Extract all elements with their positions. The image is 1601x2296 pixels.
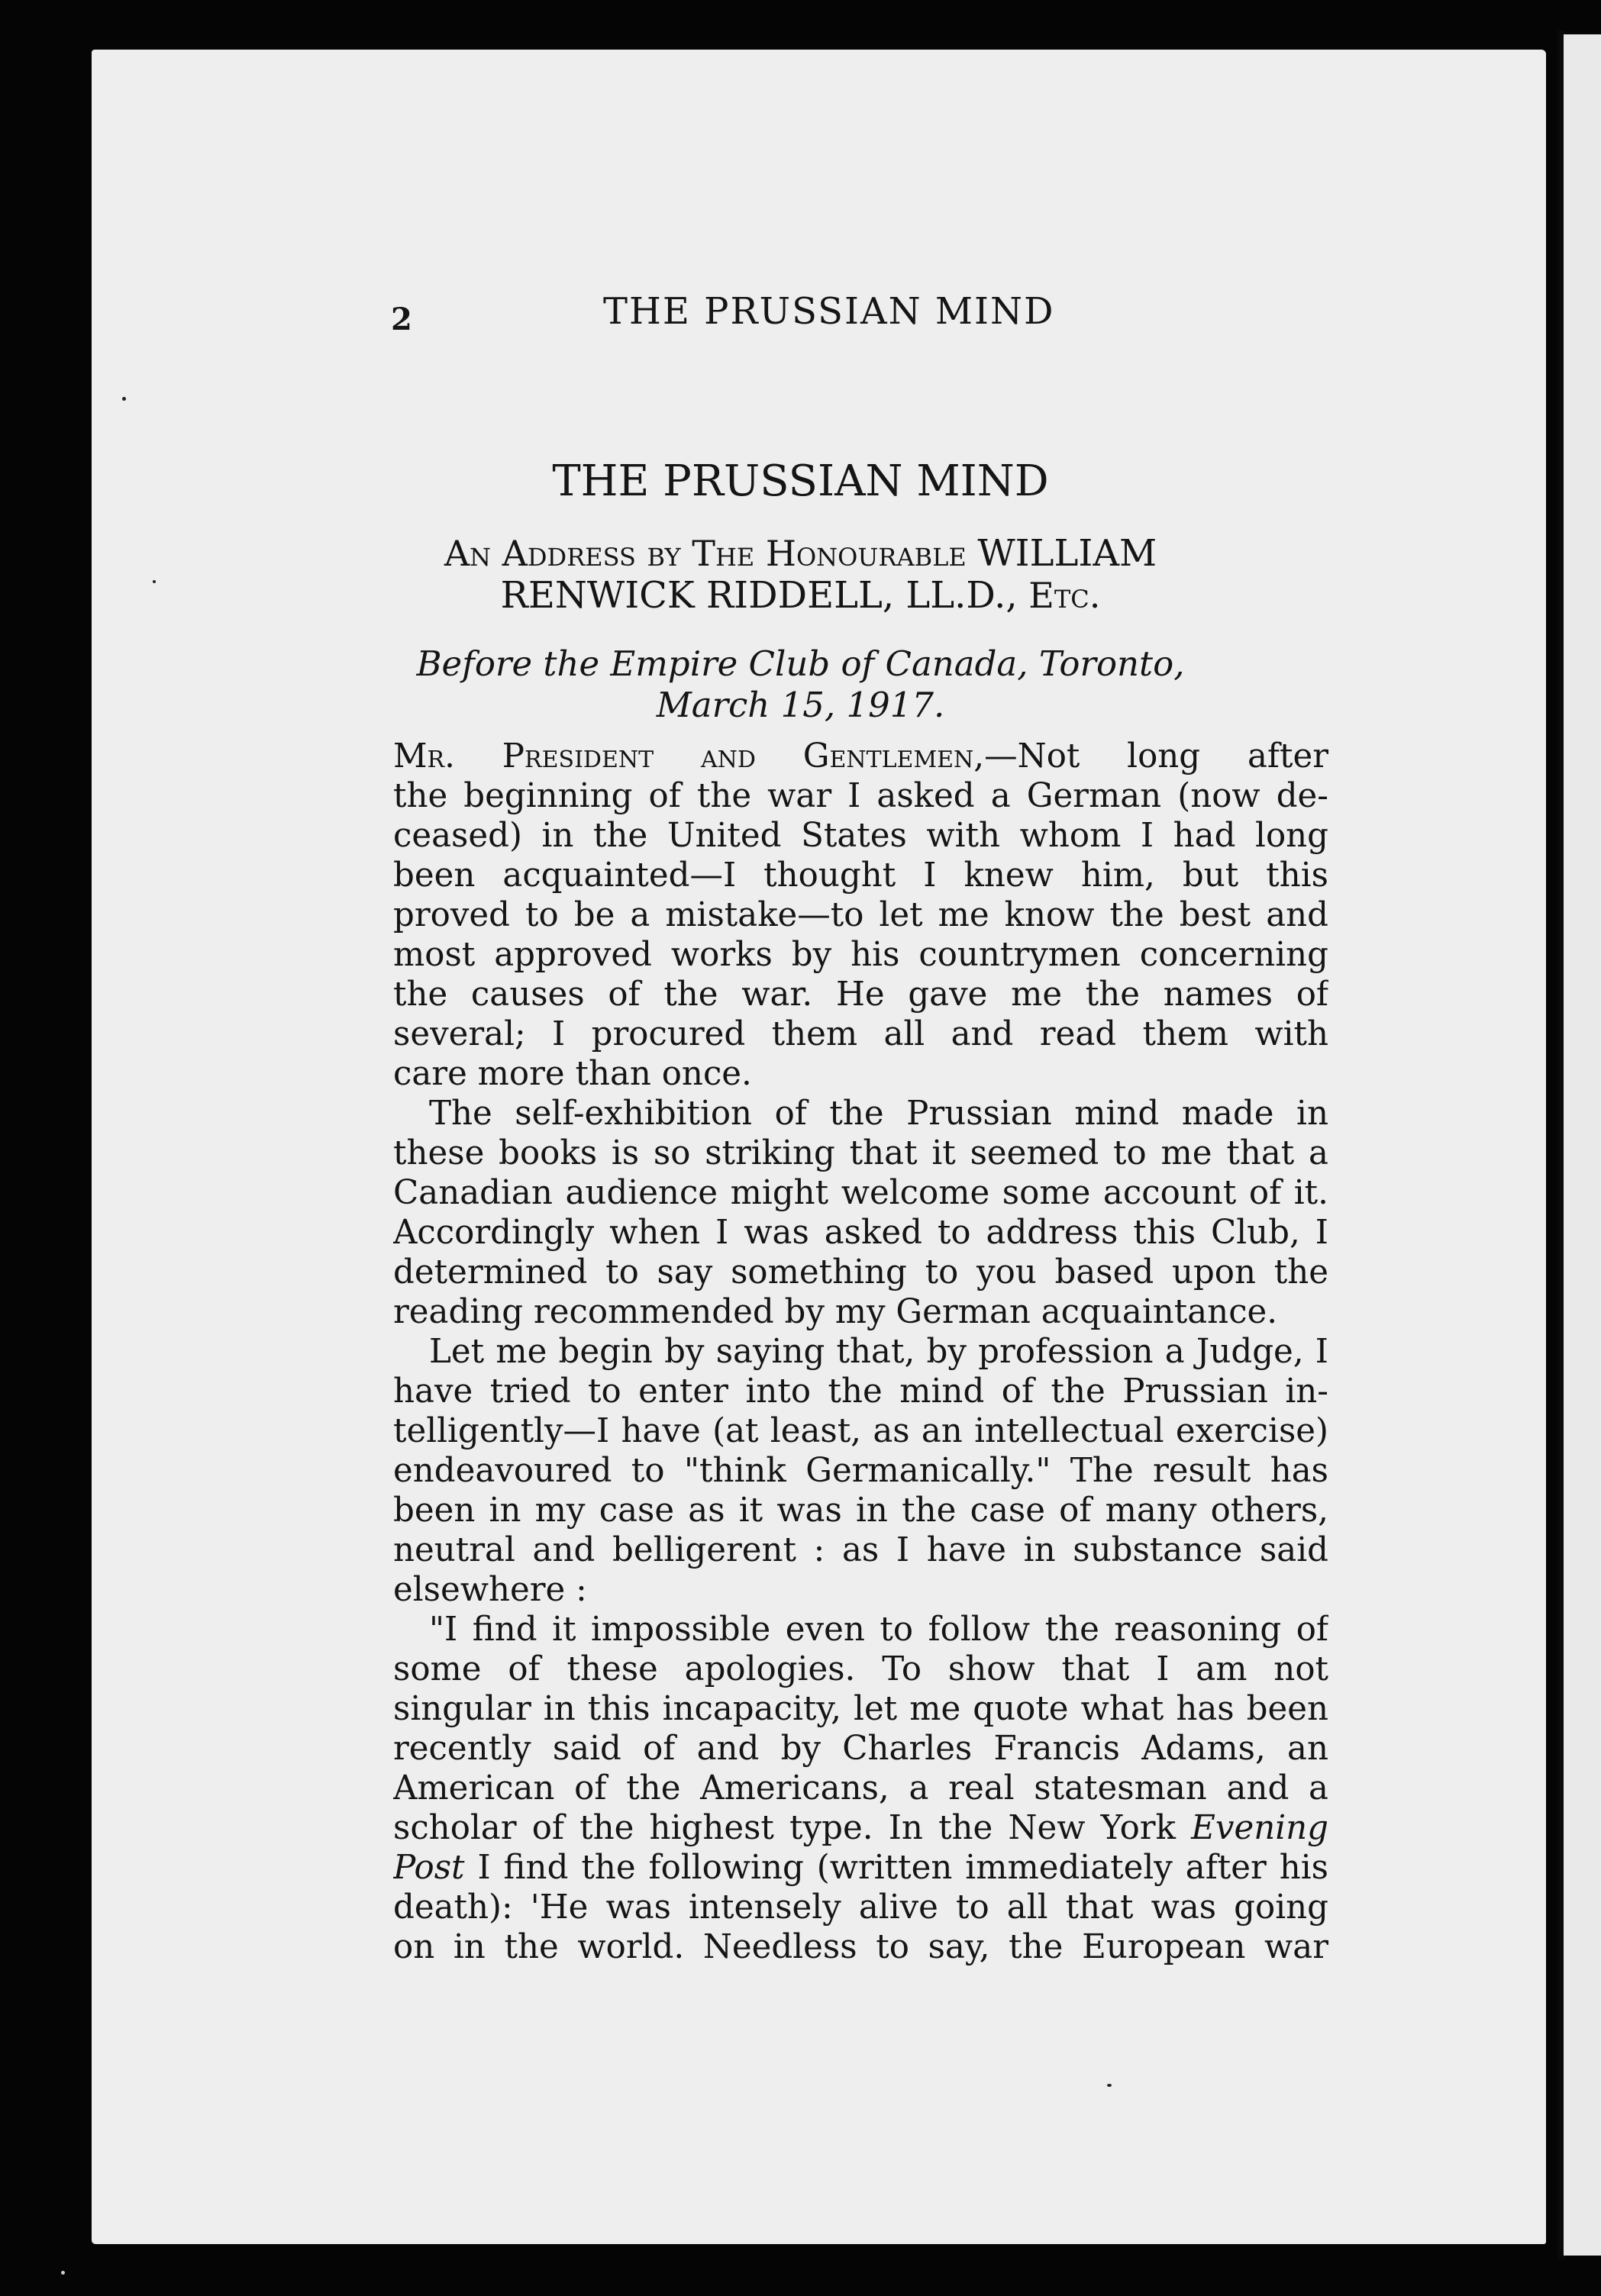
article-title: THE PRUSSIAN MIND bbox=[552, 456, 1049, 506]
body-line bbox=[393, 1808, 1328, 1848]
body-line bbox=[393, 1848, 1328, 1888]
body-line: been in my case as it was in the case of many others, bbox=[393, 1491, 1328, 1530]
body-line: care more than once. bbox=[393, 1055, 752, 1093]
salutation: Mr. President and Gentlemen, bbox=[393, 737, 985, 776]
byline-line-1 bbox=[0, 532, 1601, 575]
body-line: been acquainted—I thought I knew him, but this bbox=[393, 856, 1328, 895]
body-line-text: —Not long after bbox=[984, 737, 1328, 776]
italic-post: Post bbox=[393, 1849, 465, 1887]
body-line bbox=[393, 737, 1328, 776]
body-line: "I find it impossible even to follow the reasoning of bbox=[429, 1611, 1328, 1649]
running-head: THE PRUSSIAN MIND bbox=[603, 290, 1055, 333]
body-line: Accordingly when I was asked to address this Club, I bbox=[393, 1214, 1328, 1252]
body-line: American of the Americans, a real statesman and a bbox=[393, 1769, 1328, 1807]
body-line-text: I find the following (written immediately after his bbox=[477, 1849, 1328, 1887]
dust-speck bbox=[122, 397, 126, 401]
body-line: these books is so striking that it seemed to me that a bbox=[393, 1134, 1328, 1172]
body-line: endeavoured to "think Germanically." The result has bbox=[393, 1452, 1328, 1490]
body-line: the causes of the war. He gave me the names of bbox=[393, 975, 1328, 1014]
body-line: death): 'He was intensely alive to all that was going bbox=[393, 1888, 1328, 1927]
body-line: most approved works by his countrymen concerning bbox=[393, 936, 1328, 974]
body-line: singular in this incapacity, let me quote what has been bbox=[393, 1690, 1328, 1728]
dust-speck bbox=[1107, 2084, 1112, 2087]
byline-line-2 bbox=[0, 574, 1601, 617]
byline-name-rest: RENWICK RIDDELL, LL.D., bbox=[500, 574, 1018, 617]
italic-evening: Evening bbox=[1191, 1809, 1328, 1847]
body-line: The self-exhibition of the Prussian mind made in bbox=[429, 1095, 1328, 1133]
body-line: several; I procured them all and read them with bbox=[393, 1015, 1328, 1053]
adjacent-page-edge bbox=[1564, 34, 1601, 2256]
byline-prefix: An Address by The Honourable bbox=[444, 533, 967, 574]
body-line: neutral and belligerent : as I have in substance said bbox=[393, 1531, 1328, 1569]
body-line: on in the world. Needless to say, the European war bbox=[393, 1928, 1328, 1966]
body-line: proved to be a mistake—to let me know the best and bbox=[393, 896, 1328, 934]
occasion-line-2: March 15, 1917. bbox=[656, 685, 945, 725]
body-line: Canadian audience might welcome some account of it. bbox=[393, 1174, 1328, 1212]
body-line: some of these apologies. To show that I am not bbox=[393, 1650, 1328, 1688]
body-line: recently said of and by Charles Francis Adams, an bbox=[393, 1730, 1328, 1768]
byline-suffix: Etc. bbox=[1028, 575, 1101, 616]
body-line: Let me begin by saying that, by profession a Judge, I bbox=[429, 1333, 1328, 1371]
body-line: reading recommended by my German acquaintance. bbox=[393, 1293, 1278, 1331]
page-number: 2 bbox=[391, 302, 412, 337]
byline-name-first: WILLIAM bbox=[977, 532, 1157, 575]
body-line: elsewhere : bbox=[393, 1571, 587, 1609]
body-line: have tried to enter into the mind of the Prussian in- bbox=[393, 1372, 1328, 1411]
body-line: telligently—I have (at least, as an intellectual exercise) bbox=[393, 1412, 1328, 1450]
occasion-line-1: Before the Empire Club of Canada, Toronto, bbox=[416, 643, 1185, 684]
body-line: determined to say something to you based upon the bbox=[393, 1253, 1328, 1292]
body-line: ceased) in the United States with whom I had long bbox=[393, 817, 1328, 855]
body-line-text: scholar of the highest type. In the New York bbox=[393, 1809, 1176, 1847]
body-line: the beginning of the war I asked a German (now de- bbox=[393, 777, 1328, 815]
dust-speck bbox=[61, 2271, 65, 2275]
